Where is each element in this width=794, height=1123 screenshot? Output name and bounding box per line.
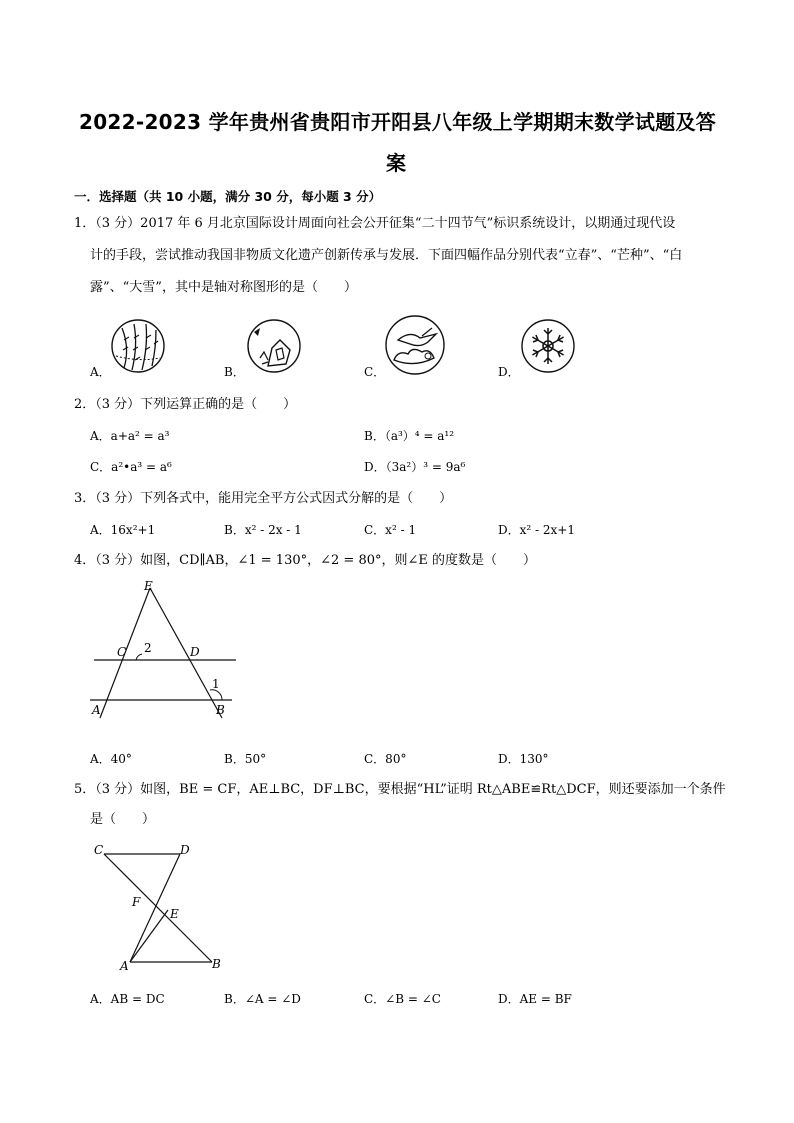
q3-option-a[interactable]: A．16x²+1 [90, 523, 156, 537]
page-title-line-1: 2022-2023 学年贵州省贵阳市开阳县八年级上学期期末数学试题及答 [79, 110, 717, 134]
q4-parallel-lines-figure [84, 576, 244, 722]
q4-option-c[interactable]: C．80° [364, 752, 407, 766]
question-4-stem: 4．（3 分）如图，CD∥AB，∠1 = 130°，∠2 = 80°，则∠E 的度数是（ ） [74, 553, 537, 568]
question-2-stem: 2．（3 分）下列运算正确的是（ ） [74, 397, 297, 412]
q1-option-c[interactable]: C． [364, 365, 386, 379]
label-e: E [144, 579, 153, 593]
label-b: B [216, 703, 225, 717]
q4-option-a[interactable]: A．40° [90, 752, 132, 766]
q3-option-c[interactable]: C．x² - 1 [364, 523, 417, 537]
da-xue-snowflake-icon [520, 318, 576, 374]
q2-option-d[interactable]: D．（3a²）³ = 9a⁶ [364, 460, 466, 474]
q4-option-b[interactable]: B．50° [224, 752, 267, 766]
label-a: A [92, 703, 101, 717]
angle-2-arc [136, 654, 142, 660]
question-3-stem: 3．（3 分）下列各式中，能用完全平方公式因式分解的是（ ） [74, 491, 453, 506]
q1-option-d[interactable]: D． [498, 365, 520, 379]
section-heading-choice: 一．选择题（共 10 小题，满分 30 分，每小题 3 分） [74, 189, 382, 204]
q5-option-d[interactable]: D．AE = BF [498, 992, 572, 1006]
label-e: E [170, 907, 179, 921]
label-d: D [190, 645, 200, 659]
q3-option-b[interactable]: B．x² - 2x - 1 [224, 523, 302, 537]
label-f: F [132, 895, 141, 909]
q4-option-d[interactable]: D．130° [498, 752, 549, 766]
q5-option-b[interactable]: B．∠A = ∠D [224, 992, 301, 1006]
mang-zhong-emblem-icon [246, 318, 302, 374]
q5-option-a[interactable]: A．AB = DC [90, 992, 165, 1006]
question-1-line-1: 1．（3 分）2017 年 6 月北京国际设计周面向社会公开征集“二十四节气”标识系统设计，以期通过现代设 [74, 216, 676, 231]
q2-option-c[interactable]: C．a²•a³ = a⁶ [90, 460, 172, 474]
label-d: D [180, 843, 190, 857]
q1-option-a[interactable]: A． [90, 365, 111, 379]
question-5-line-2: 是（ ） [90, 812, 156, 827]
label-angle-2: 2 [144, 641, 152, 655]
label-a: A [120, 959, 129, 973]
bai-lu-emblem-icon [384, 314, 446, 376]
q1-option-b[interactable]: B． [224, 365, 245, 379]
q2-option-b[interactable]: B．（a³）⁴ = a¹² [364, 429, 455, 443]
q2-option-a[interactable]: A．a+a² = a³ [90, 429, 170, 443]
line-eb [150, 588, 222, 718]
segment-cb [104, 854, 212, 962]
q3-option-d[interactable]: D．x² - 2x+1 [498, 523, 575, 537]
label-c: C [117, 645, 127, 659]
question-1-line-3: 露”、“大雪”，其中是轴对称图形的是（ ） [90, 280, 357, 295]
question-5-line-1: 5．（3 分）如图，BE = CF，AE⊥BC，DF⊥BC，要根据“HL”证明 Rt△ABE≌Rt△DCF，则还要添加一个条件 [74, 782, 726, 797]
label-b: B [212, 957, 221, 971]
segment-ae [130, 910, 168, 962]
label-angle-1: 1 [212, 677, 220, 691]
question-1-line-2: 计的手段，尝试推动我国非物质文化遗产创新传承与发展．下面四幅作品分别代表“立春”、“芒种”、“白 [90, 248, 683, 263]
q5-bowtie-figure [88, 838, 228, 976]
li-chun-emblem-icon [110, 318, 166, 374]
label-c: C [94, 843, 104, 857]
page-title-line-2: 案 [386, 151, 407, 175]
q5-option-c[interactable]: C．∠B = ∠C [364, 992, 441, 1006]
